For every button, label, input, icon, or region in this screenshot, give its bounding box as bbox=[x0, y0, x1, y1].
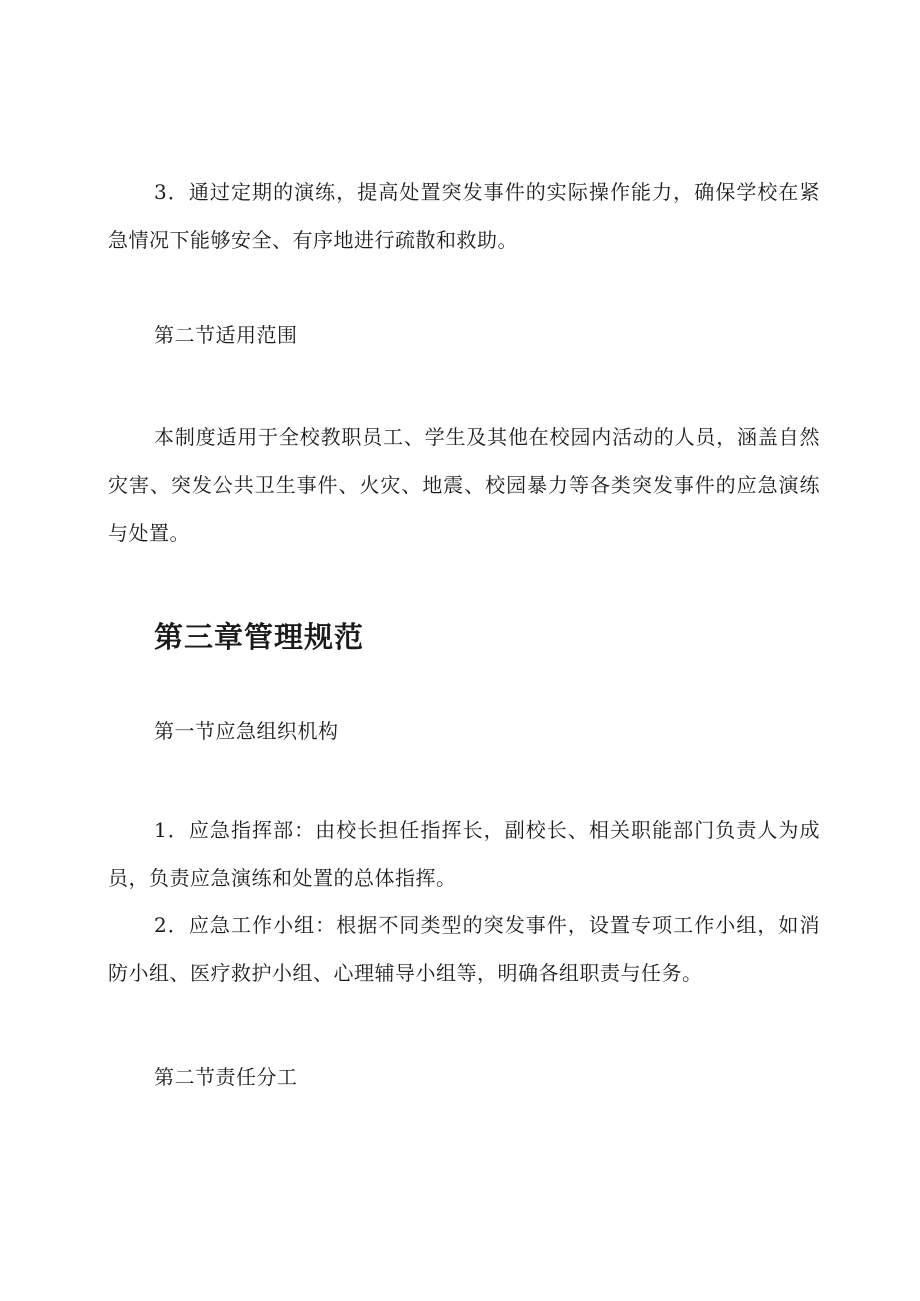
section-title-organization: 第一节应急组织机构 bbox=[154, 719, 339, 743]
paragraph-scope: 本制度适用于全校教职员工、学生及其他在校园内活动的人员，涵盖自然灾害、突发公共卫生事件、火灾、地震、校园暴力等各类突发事件的应急演练与处置。 bbox=[108, 425, 820, 545]
paragraph-org-item-1: 1．应急指挥部：由校长担任指挥长，副校长、相关职能部门负责人为成员，负责应急演练和处置的总体指挥。 bbox=[108, 818, 820, 890]
chapter-title-3: 第三章管理规范 bbox=[154, 620, 365, 654]
section-title-scope: 第二节适用范围 bbox=[154, 323, 298, 347]
paragraph-item-3: 3．通过定期的演练，提高处置突发事件的实际操作能力，确保学校在紧急情况下能够安全、有序地进行疏散和救助。 bbox=[108, 180, 820, 252]
paragraph-org-item-2: 2．应急工作小组：根据不同类型的突发事件，设置专项工作小组，如消防小组、医疗救护小组、心理辅导小组等，明确各组职责与任务。 bbox=[108, 913, 820, 985]
section-title-duty: 第二节责任分工 bbox=[154, 1065, 298, 1089]
